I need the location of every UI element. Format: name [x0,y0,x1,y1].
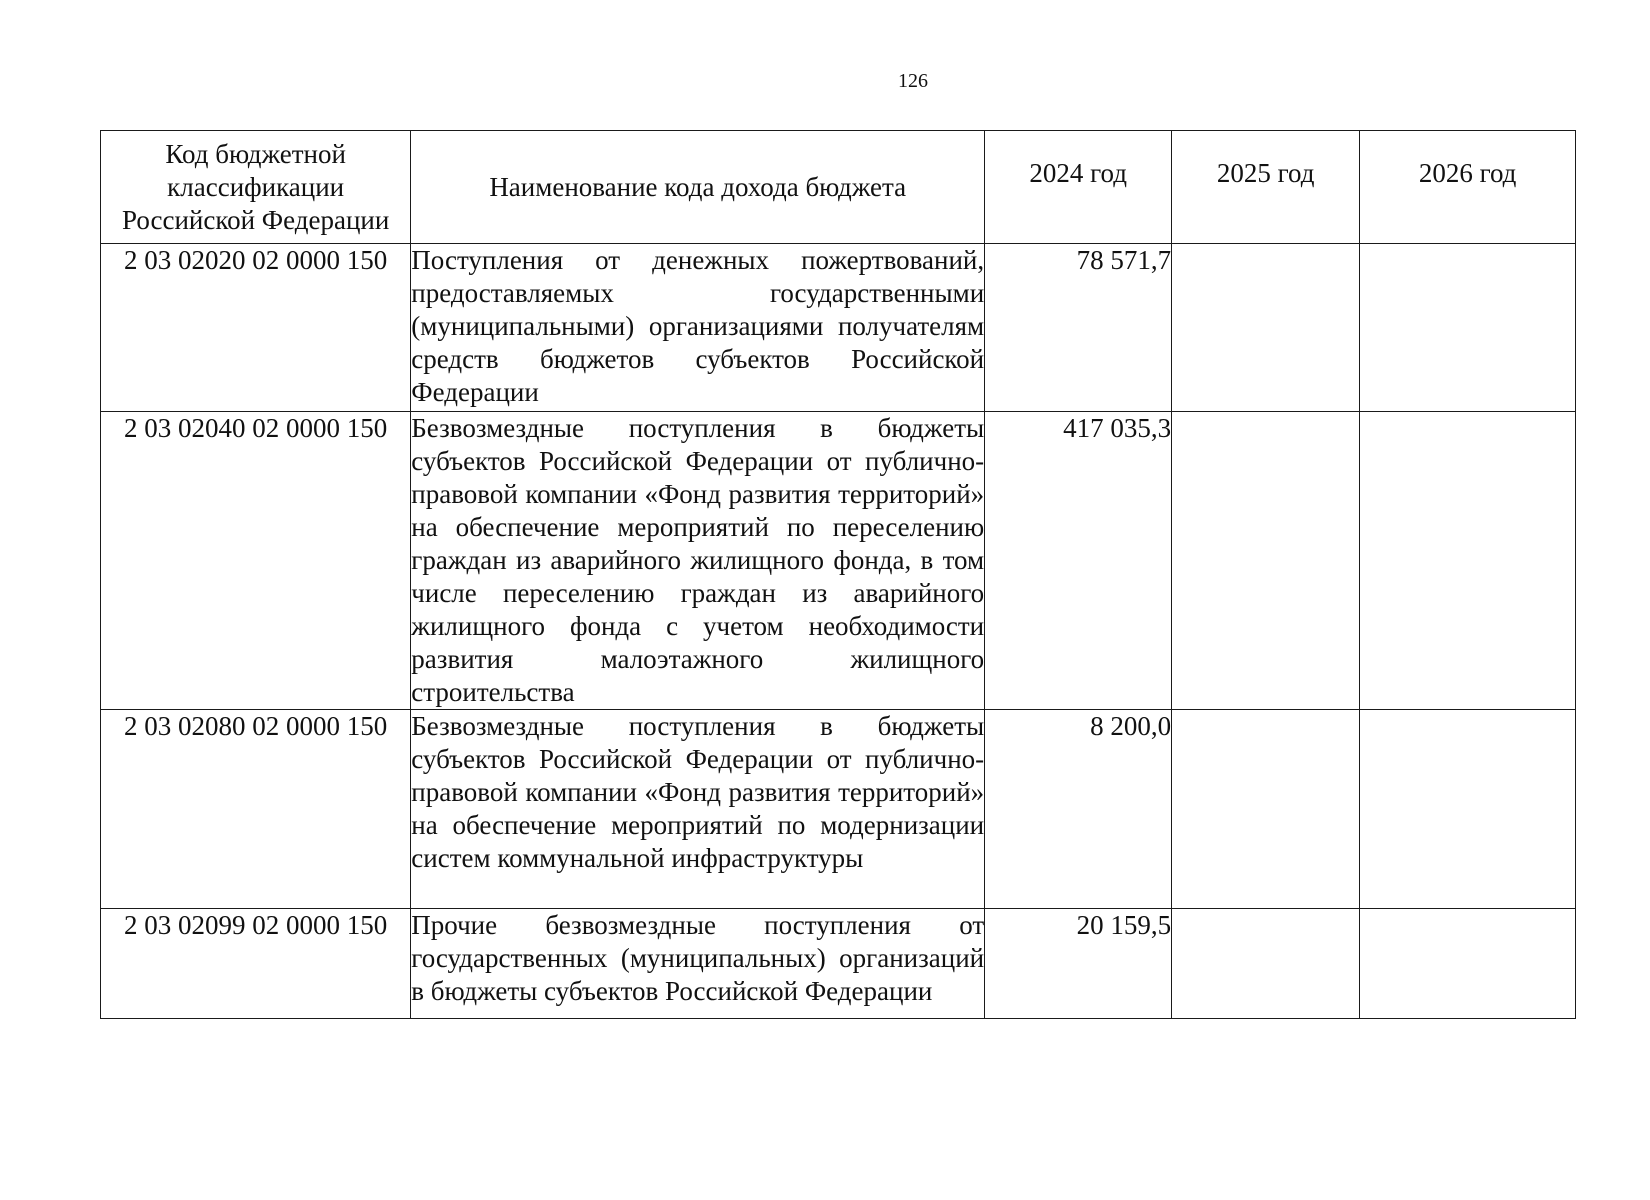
table-row [101,412,1576,710]
header-year-2024-label: 2024 год [1029,157,1127,188]
amount-2026-cell [1360,412,1576,710]
amount-2026-cell [1360,244,1576,412]
table-body [101,244,1576,1019]
amount-2025-cell [1172,909,1360,1019]
header-year-2025-label: 2025 год [1216,157,1315,188]
amount-2024-cell: 8 200,0 [985,710,1172,909]
amount-2024-cell: 417 035,3 [985,412,1172,710]
budget-code-cell: 2 03 02020 02 0000 150 [101,244,411,412]
income-name-cell: Безвозмездные поступления в бюджеты субъектов Российской Федерации от публично-правовой компании «Фонд развития территорий» на обеспечение мероприятий по модернизации систем коммунальной инфраструктуры [411,710,985,909]
budget-revenue-table [100,130,1576,1019]
income-name-cell: Поступления от денежных пожертвований, предоставляемых государственными (муниципальными) организациями получателям средств бюджетов субъектов Российской Федерации [411,244,985,412]
budget-code-cell: 2 03 02099 02 0000 150 [101,909,411,1019]
table-row [101,244,1576,412]
page-number: 126 [898,70,928,92]
amount-2026-cell [1360,909,1576,1019]
header-budget-code: Код бюджетной классификации Российской Федерации [101,131,411,244]
header-income-name: Наименование кода дохода бюджета [411,131,985,244]
amount-2026-cell [1360,710,1576,909]
amount-2025-cell [1172,244,1360,412]
header-year-2025 [1172,131,1360,244]
header-year-2026 [1360,131,1576,244]
budget-code-cell: 2 03 02080 02 0000 150 [101,710,411,909]
income-name-cell: Прочие безвозмездные поступления от государственных (муниципальных) организаций в бюджеты субъектов Российской Федерации [411,909,985,1019]
amount-2024-cell: 78 571,7 [985,244,1172,412]
header-row [101,131,1576,244]
amount-2025-cell [1172,412,1360,710]
table-header [101,131,1576,244]
header-year-2024 [985,131,1172,244]
amount-2025-cell [1172,710,1360,909]
income-name-cell: Безвозмездные поступления в бюджеты субъектов Российской Федерации от публично-правовой компании «Фонд развития территорий» на обеспечение мероприятий по переселению граждан из аварийного жилищного фонда, в том числе переселению граждан из аварийного жилищного фонда с учетом необходимости развития малоэтажного жилищного строительства [411,412,985,710]
amount-2024-cell: 20 159,5 [985,909,1172,1019]
budget-code-cell: 2 03 02040 02 0000 150 [101,412,411,710]
table-row [101,909,1576,1019]
table-row [101,710,1576,909]
header-year-2026-label: 2026 год [1418,157,1517,188]
